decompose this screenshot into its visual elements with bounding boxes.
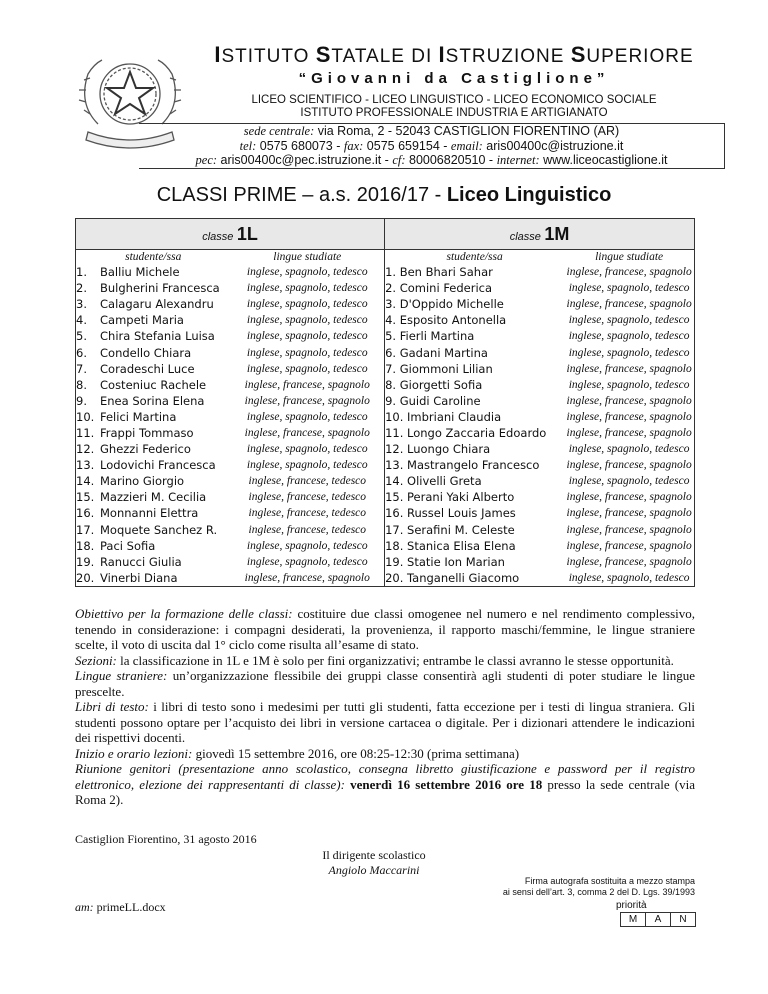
row-number: 1. <box>385 265 397 280</box>
priority-label: priorità <box>616 900 647 911</box>
row-number: 7. <box>76 361 87 376</box>
tel-value: 0575 680073 - <box>256 138 344 153</box>
row-number: 10. <box>76 409 95 424</box>
student-name: Mastrangelo Francesco <box>407 458 540 473</box>
note-paragraph <box>75 606 695 653</box>
student-name: Calagaru Alexandru <box>100 297 214 312</box>
table-row <box>76 473 695 489</box>
note-paragraph <box>75 699 695 746</box>
table-row <box>76 344 695 360</box>
row-number: 13. <box>76 458 95 473</box>
internet-label: internet: <box>496 153 540 167</box>
student-1l <box>76 328 231 344</box>
student-name: Statie Ion Marian <box>407 554 505 569</box>
note-label: Lingue straniere: <box>75 668 168 683</box>
column-header-row <box>76 250 695 265</box>
languages-1l: inglese, francese, spagnolo <box>230 570 384 587</box>
row-number: 2. <box>385 281 397 296</box>
file-name: primeLL.docx <box>93 900 166 914</box>
signature-note-line-1: Firma autografa sostituita a mezzo stampa <box>524 876 695 886</box>
student-name: Perani Yaki Alberto <box>407 490 515 505</box>
student-name: Costeniuc Rachele <box>100 377 207 392</box>
student-name: D'Oppido Michelle <box>399 297 504 312</box>
student-1l <box>76 489 231 505</box>
school-name-initial: I <box>438 42 446 67</box>
internet-value: www.liceocastiglione.it <box>539 153 668 167</box>
note-text: la classificazione in 1L e 1M è solo per fini organizzativi; entrambe le classi avranno le stesse opportunità. <box>116 652 674 668</box>
row-number: 14. <box>385 474 404 489</box>
student-1m <box>385 264 565 280</box>
student-name: Condello Chiara <box>100 345 192 360</box>
note-text: costituire due classi omogenee nel numero e nel rendimento complessivo, tenendo in considerazione: i compagni desiderati, la provenienza, il rapporto maschi/femmine, le lingue straniere scelte, il voto di uscita dal 1° ciclo come risulta all’esame di stato. <box>75 606 695 652</box>
row-number: 15. <box>385 490 404 505</box>
student-name: Imbriani Claudia <box>407 409 502 424</box>
languages-1l: inglese, spagnolo, tedesco <box>230 457 384 473</box>
row-number: 15. <box>76 490 95 505</box>
school-name-part: TATALE DI <box>331 46 439 67</box>
row-number: 4. <box>76 313 87 328</box>
student-1m <box>385 377 565 393</box>
student-name: Balliu Michele <box>100 265 180 280</box>
row-number: 18. <box>385 538 404 553</box>
languages-1m: inglese, francese, spagnolo <box>564 522 694 538</box>
languages-1l: inglese, spagnolo, tedesco <box>230 361 384 377</box>
student-1m <box>385 328 565 344</box>
languages-1m: inglese, francese, spagnolo <box>564 505 694 521</box>
row-number: 7. <box>385 361 397 376</box>
languages-1m: inglese, spagnolo, tedesco <box>564 328 694 344</box>
languages-1m: inglese, francese, spagnolo <box>564 538 694 554</box>
student-1m <box>385 505 565 521</box>
student-1l <box>76 312 231 328</box>
place-date: Castiglion Fiorentino, 31 agosto 2016 <box>75 832 257 846</box>
table-row <box>76 425 695 441</box>
languages-1l: inglese, francese, spagnolo <box>230 393 384 409</box>
student-1l <box>76 441 231 457</box>
class-word: classe <box>202 230 234 243</box>
languages-1m: inglese, francese, spagnolo <box>564 264 694 280</box>
languages-1l: inglese, spagnolo, tedesco <box>230 344 384 360</box>
col-lang-1m: lingue studiate <box>564 250 694 265</box>
row-number: 12. <box>76 442 95 457</box>
table-row <box>76 570 695 587</box>
table-row <box>76 441 695 457</box>
student-name: Stanica Elisa Elena <box>407 538 516 553</box>
languages-1l: inglese, spagnolo, tedesco <box>230 538 384 554</box>
page-title <box>0 184 768 207</box>
note-label: Riunione genitori (presentazione anno scolastico, consegna libretto giustificazione e password per il registro elettronico, elezione dei rappresentanti di classe): <box>75 761 695 792</box>
row-number: 6. <box>76 345 87 360</box>
row-number: 20. <box>76 570 95 585</box>
languages-1m: inglese, francese, spagnolo <box>564 393 694 409</box>
languages-1m: inglese, francese, spagnolo <box>564 409 694 425</box>
class-1m-label: 1M <box>544 223 570 244</box>
student-1m <box>385 570 565 587</box>
languages-1l: inglese, spagnolo, tedesco <box>230 554 384 570</box>
priority-cell: N <box>679 914 687 925</box>
table-row <box>76 361 695 377</box>
table-row <box>76 328 695 344</box>
languages-1l: inglese, francese, spagnolo <box>230 377 384 393</box>
row-number: 11. <box>76 425 95 440</box>
dirigente-title: Il dirigente scolastico <box>322 848 426 862</box>
col-student-1m: studente/ssa <box>446 251 503 263</box>
student-name: Olivelli Greta <box>407 474 482 489</box>
class-1l-label: 1L <box>236 223 258 244</box>
languages-1m: inglese, spagnolo, tedesco <box>564 344 694 360</box>
languages-1m: inglese, francese, spagnolo <box>564 296 694 312</box>
class-1l-header <box>76 219 385 250</box>
languages-1l: inglese, spagnolo, tedesco <box>230 312 384 328</box>
row-number: 20. <box>385 570 404 585</box>
student-1l <box>76 425 231 441</box>
student-1m <box>385 441 565 457</box>
row-number: 18. <box>76 538 95 553</box>
student-1m <box>385 489 565 505</box>
pec-label: pec: <box>195 153 218 167</box>
priority-cell: M <box>621 913 646 926</box>
class-table <box>75 218 695 587</box>
signature-note-line-2: ai sensi dell’art. 3, comma 2 del D. Lgs. 39/1993 <box>502 887 695 897</box>
student-1m <box>385 473 565 489</box>
languages-1m: inglese, spagnolo, tedesco <box>564 280 694 296</box>
class-word: classe <box>509 230 541 243</box>
school-name-part: STITUTO <box>221 46 316 67</box>
note-text: un’organizzazione flessibile dei gruppi classe consentirà agli studenti di poter studiare le lingue prescelte. <box>75 668 696 699</box>
row-number: 4. <box>385 313 397 328</box>
school-name-part: STRUZIONE <box>445 46 571 67</box>
student-1m <box>385 296 565 312</box>
school-name <box>184 42 724 68</box>
note-text: i libri di testo sono i medesimi per tutti gli studenti, fatta eccezione per i testi di lingua straniera. Gli studenti possono optare per l’acquisto dei libri in versione cartacea o digitale. Per i dizionari attendere le indicazioni dei rispettivi docenti. <box>75 699 696 745</box>
note-paragraph <box>75 668 695 699</box>
student-name: Gadani Martina <box>399 345 488 360</box>
student-1m <box>385 409 565 425</box>
student-name: Enea Sorina Elena <box>100 393 205 408</box>
table-row <box>76 393 695 409</box>
student-name: Ben Bhari Sahar <box>399 265 493 280</box>
student-name: Fierli Martina <box>399 329 475 344</box>
address-line-3 <box>139 153 724 168</box>
languages-1l: inglese, francese, tedesco <box>230 473 384 489</box>
student-1l <box>76 361 231 377</box>
student-1l <box>76 393 231 409</box>
table-row <box>76 505 695 521</box>
languages-1l: inglese, spagnolo, tedesco <box>230 296 384 312</box>
col-lang-1l: lingue studiate <box>230 250 384 265</box>
row-number: 9. <box>76 393 87 408</box>
email-label: email: <box>450 138 483 153</box>
student-1l <box>76 538 231 554</box>
note-tail: presso la sede centrale (via Roma 2). <box>75 776 696 807</box>
address-line-1 <box>139 124 724 139</box>
student-1l <box>76 457 231 473</box>
notes-section <box>75 606 695 808</box>
student-1m <box>385 361 565 377</box>
file-reference <box>75 900 166 915</box>
table-row <box>76 489 695 505</box>
student-name: Tanganelli Giacomo <box>407 570 520 585</box>
student-name: Ranucci Giulia <box>100 554 182 569</box>
address-box <box>139 123 725 169</box>
student-1l <box>76 473 231 489</box>
student-1m <box>385 538 565 554</box>
table-row <box>76 538 695 554</box>
languages-1l: inglese, spagnolo, tedesco <box>230 328 384 344</box>
table-row <box>76 409 695 425</box>
student-1m <box>385 457 565 473</box>
row-number: 3. <box>76 297 87 312</box>
languages-1l: inglese, spagnolo, tedesco <box>230 409 384 425</box>
languages-1l: inglese, francese, tedesco <box>230 522 384 538</box>
school-name-initial: I <box>214 42 222 67</box>
table-row <box>76 280 695 296</box>
row-number: 16. <box>385 506 404 521</box>
languages-1l: inglese, spagnolo, tedesco <box>230 264 384 280</box>
row-number: 8. <box>385 377 397 392</box>
class-header-row <box>76 219 695 250</box>
row-number: 14. <box>76 474 95 489</box>
school-name-initial: S <box>315 42 332 67</box>
row-number: 6. <box>385 345 397 360</box>
languages-1l: inglese, francese, tedesco <box>230 505 384 521</box>
row-number: 2. <box>76 281 87 296</box>
row-number: 5. <box>76 329 87 344</box>
student-1l <box>76 522 231 538</box>
row-number: 8. <box>76 377 87 392</box>
student-1l <box>76 554 231 570</box>
school-name-part: UPERIORE <box>586 46 694 67</box>
languages-1l: inglese, francese, spagnolo <box>230 425 384 441</box>
student-name: Serafini M. Celeste <box>407 522 515 537</box>
languages-1m: inglese, francese, spagnolo <box>564 425 694 441</box>
table-row <box>76 296 695 312</box>
student-name: Longo Zaccaria Edoardo <box>407 425 547 440</box>
note-text: giovedì 15 settembre 2016, ore 08:25-12:30 (prima settimana) <box>192 745 520 761</box>
student-name: Giommoni Lilian <box>399 361 493 376</box>
student-name: Monnanni Elettra <box>100 506 199 521</box>
student-1m <box>385 425 565 441</box>
student-name: Lodovichi Francesca <box>100 458 216 473</box>
student-name: Luongo Chiara <box>407 442 491 457</box>
languages-1m: inglese, francese, spagnolo <box>564 457 694 473</box>
languages-1l: inglese, spagnolo, tedesco <box>230 441 384 457</box>
school-branches-line-2: ISTITUTO PROFESSIONALE INDUSTRIA E ARTIGIANATO <box>300 107 608 119</box>
student-name: Mazzieri M. Cecilia <box>100 490 207 505</box>
row-number: 17. <box>76 522 95 537</box>
student-1l <box>76 344 231 360</box>
row-number: 19. <box>76 554 95 569</box>
student-name: Marino Giorgio <box>100 474 185 489</box>
table-row <box>76 377 695 393</box>
note-bold: venerdì 16 settembre 2016 ore 18 <box>350 776 543 792</box>
fax-label: fax: <box>343 138 364 153</box>
student-1m <box>385 393 565 409</box>
pec-value: aris00400c@pec.istruzione.it - <box>217 153 393 167</box>
row-number: 9. <box>385 393 397 408</box>
table-row <box>76 264 695 280</box>
title-plain: CLASSI PRIME – a.s. 2016/17 - <box>156 184 447 206</box>
student-1l <box>76 280 231 296</box>
fax-value: 0575 659154 - <box>363 138 451 153</box>
table-row <box>76 457 695 473</box>
row-number: 13. <box>385 458 404 473</box>
title-bold: Liceo Linguistico <box>446 184 612 206</box>
student-name: Paci Sofia <box>100 538 156 553</box>
student-name: Coradeschi Luce <box>100 361 195 376</box>
row-number: 12. <box>385 442 404 457</box>
school-branches-line-1: LICEO SCIENTIFICO - LICEO LINGUISTICO - LICEO ECONOMICO SOCIALE <box>251 94 657 106</box>
student-1l <box>76 409 231 425</box>
sede-label: sede centrale: <box>243 124 315 138</box>
student-1m <box>385 312 565 328</box>
row-number: 3. <box>385 297 397 312</box>
table-row <box>76 312 695 328</box>
student-1m <box>385 280 565 296</box>
class-1m-header <box>385 219 695 250</box>
student-1l <box>76 264 231 280</box>
student-1m <box>385 554 565 570</box>
file-label: am: <box>75 900 94 914</box>
student-1l <box>76 377 231 393</box>
priority-cell: A <box>646 913 671 926</box>
cf-value: 80006820510 - <box>405 153 497 167</box>
languages-1m: inglese, francese, spagnolo <box>564 554 694 570</box>
student-name: Campeti Maria <box>100 313 184 328</box>
signature-note <box>445 876 695 898</box>
table-row <box>76 554 695 570</box>
sede-value: via Roma, 2 - 52043 CASTIGLION FIORENTINO (AR) <box>314 124 620 138</box>
note-label: Sezioni: <box>75 652 117 668</box>
note-label: Inizio e orario lezioni: <box>75 745 193 761</box>
email-value: aris00400c@istruzione.it <box>482 138 624 153</box>
student-name: Comini Federica <box>399 281 493 296</box>
dirigente-block <box>314 848 434 878</box>
col-student-1l: studente/ssa <box>76 250 231 265</box>
student-name: Giorgetti Sofia <box>399 377 483 392</box>
student-name: Felici Martina <box>100 409 177 424</box>
school-name-initial: S <box>570 42 587 67</box>
cf-label: cf: <box>392 153 406 167</box>
student-name: Guidi Caroline <box>399 393 481 408</box>
languages-1l: inglese, francese, tedesco <box>230 489 384 505</box>
note-label: Libri di testo: <box>75 699 149 714</box>
languages-1m: inglese, spagnolo, tedesco <box>564 441 694 457</box>
student-name: Russel Louis James <box>407 506 516 521</box>
school-subtitle: “Giovanni da Castiglione” <box>298 70 610 87</box>
row-number: 17. <box>385 522 404 537</box>
languages-1m: inglese, spagnolo, tedesco <box>564 570 694 587</box>
note-paragraph <box>75 746 695 762</box>
row-number: 11. <box>385 425 404 440</box>
student-1l <box>76 296 231 312</box>
languages-1l: inglese, spagnolo, tedesco <box>230 280 384 296</box>
tel-label: tel: <box>239 138 257 153</box>
student-name: Moquete Sanchez R. <box>100 522 218 537</box>
student-name: Bulgherini Francesca <box>100 281 220 296</box>
student-name: Esposito Antonella <box>399 313 507 328</box>
student-name: Chira Stefania Luisa <box>100 329 215 344</box>
languages-1m: inglese, francese, spagnolo <box>564 489 694 505</box>
languages-1m: inglese, spagnolo, tedesco <box>564 312 694 328</box>
student-1l <box>76 505 231 521</box>
note-paragraph <box>75 761 695 808</box>
student-1m <box>385 344 565 360</box>
note-label: Obiettivo per la formazione delle classi: <box>75 606 293 621</box>
dirigente-name: Angiolo Maccarini <box>328 863 420 877</box>
priority-box <box>620 912 696 927</box>
note-paragraph <box>75 653 695 669</box>
student-name: Frappi Tommaso <box>100 425 194 440</box>
row-number: 5. <box>385 329 397 344</box>
languages-1m: inglese, francese, spagnolo <box>564 361 694 377</box>
address-line-2 <box>139 139 724 154</box>
row-number: 19. <box>385 554 404 569</box>
student-name: Ghezzi Federico <box>100 442 191 457</box>
table-row <box>76 522 695 538</box>
student-1l <box>76 570 231 587</box>
row-number: 1. <box>76 265 87 280</box>
languages-1m: inglese, spagnolo, tedesco <box>564 473 694 489</box>
row-number: 10. <box>385 409 404 424</box>
row-number: 16. <box>76 506 95 521</box>
languages-1m: inglese, spagnolo, tedesco <box>564 377 694 393</box>
student-name: Vinerbi Diana <box>100 570 178 585</box>
school-branches <box>184 94 724 120</box>
student-1m <box>385 522 565 538</box>
